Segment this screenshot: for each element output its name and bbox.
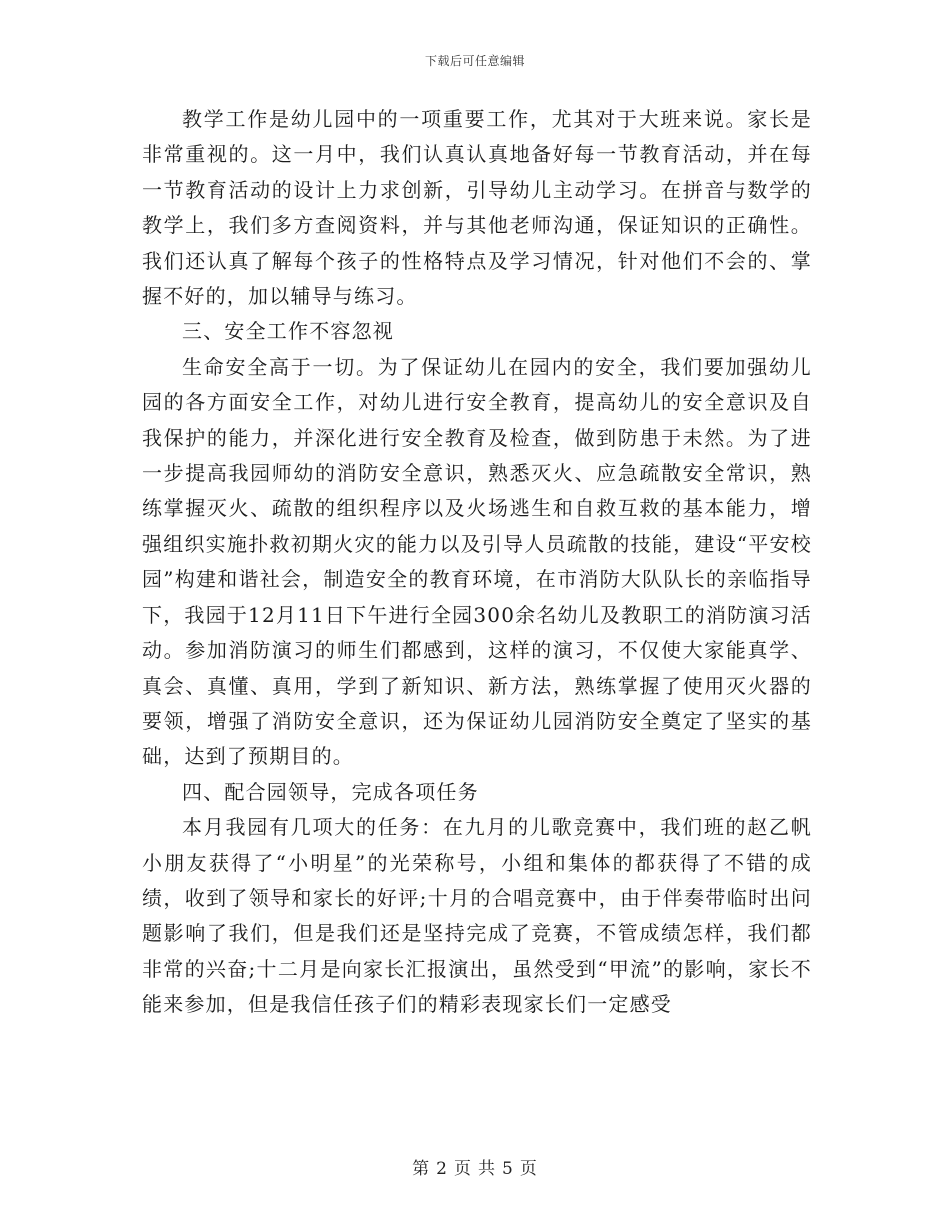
footer-total-pages: 5 xyxy=(502,1159,514,1179)
page-footer xyxy=(0,1154,950,1179)
footer-ye-2: 页 xyxy=(519,1159,538,1179)
section-heading-safety: 三、安全工作不容忽视 xyxy=(182,319,394,344)
document-body xyxy=(142,102,812,1023)
paragraph-safety: 生命安全高于一切。为了保证幼儿在园内的安全，我们要加强幼儿园的各方面安全工作，对幼儿进行安全教育，提高幼儿的安全意识及自我保护的能力，并深化进行安全教育及检查，做到防患于未然。为了进一步提高我园师幼的消防安全意识，熟悉灭火、应急疏散安全常识，熟练掌握灭火、疏散的组织程序以及火场逃生和自救互救的基本能力，增强组织实施扑救初期火灾的能力以及引导人员疏散的技能，建设“平安校园”构建和谐社会，制造安全的教育环境，在市消防大队队长的亲临指导下，我园于12月11日下午进行全园300余名幼儿及教职工的消防演习活动。参加消防演习的师生们都感到，这样的演习，不仅使大家能真学、真会、真懂、真用，学到了新知识、新方法，熟练掌握了使用灭火器的要领，增强了消防安全意识，还为保证幼儿园消防安全奠定了坚实的基础，达到了预期目的。 xyxy=(142,354,812,769)
page-header-note: 下载后可任意编辑 xyxy=(424,54,525,68)
paragraph-teaching: 教学工作是幼儿园中的一项重要工作，尤其对于大班来说。家长是非常重视的。这一月中，我们认真认真地备好每一节教育活动，并在每一节教育活动的设计上力求创新，引导幼儿主动学习。在拼音与数学的教学上，我们多方查阅资料，并与其他老师沟通，保证知识的正确性。我们还认真了解每个孩子的性格特点及学习情况，针对他们不会的、掌握不好的，加以辅导与练习。 xyxy=(142,107,812,309)
footer-current-page: 2 xyxy=(436,1159,448,1179)
footer-gong: 共 xyxy=(478,1159,496,1179)
section-heading-tasks: 四、配合园领导，完成各项任务 xyxy=(182,779,479,804)
footer-ye: 页 xyxy=(454,1159,472,1179)
footer-di: 第 xyxy=(412,1159,431,1179)
paragraph-tasks: 本月我园有几项大的任务：在九月的儿歌竞赛中，我们班的赵乙帆小朋友获得了“小明星”的光荣称号，小组和集体的都获得了不错的成绩，收到了领导和家长的好评;十月的合唱竞赛中，由于伴奏带临时出问题影响了我们，但是我们还是坚持完成了竞赛，不管成绩怎样，我们都非常的兴奋;十二月是向家长汇报演出，虽然受到“甲流”的影响，家长不能来参加，但是我信任孩子们的精彩表现家长们一定感受 xyxy=(142,815,812,1017)
